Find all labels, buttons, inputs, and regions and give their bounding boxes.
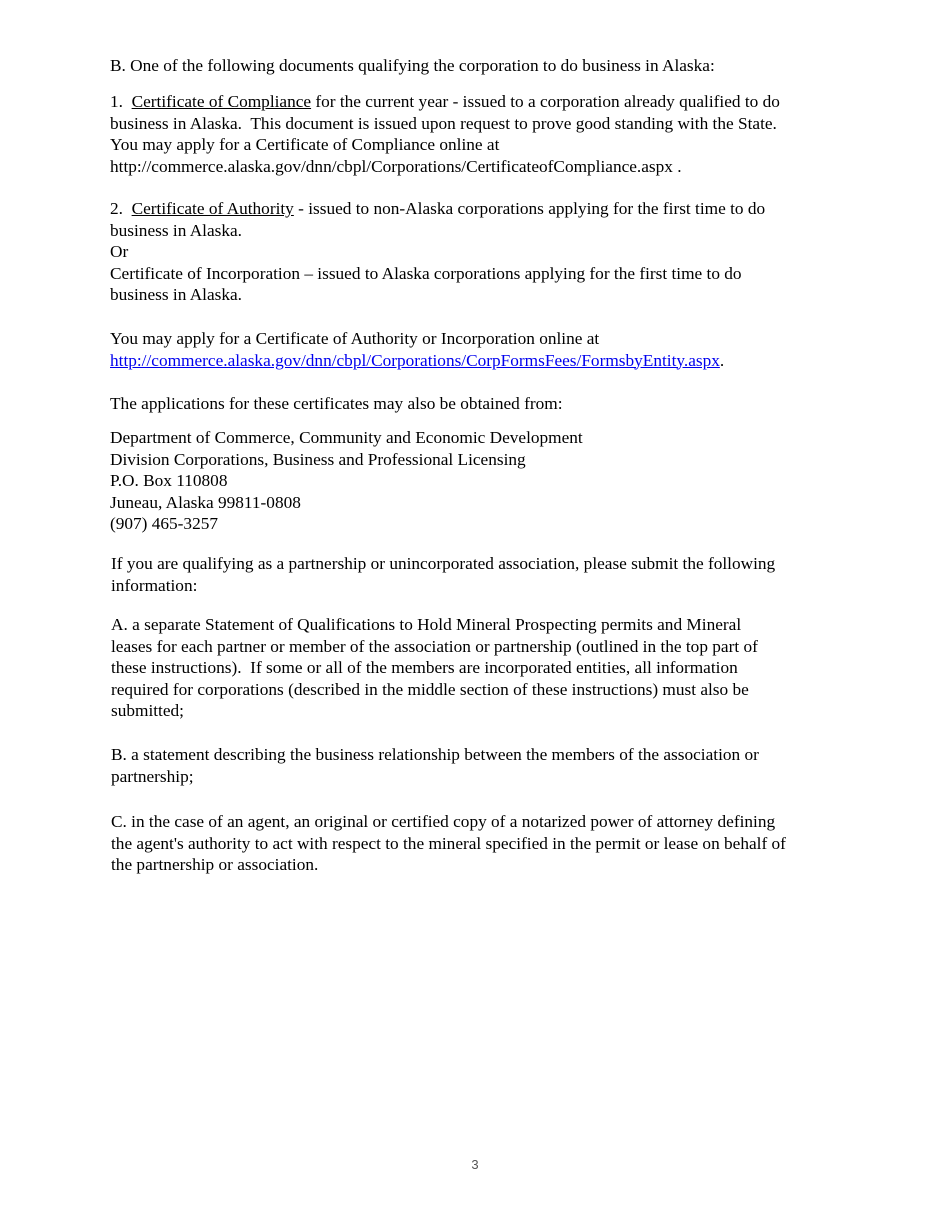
- item-a-line-5: submitted;: [111, 701, 184, 720]
- item-1-line-3: You may apply for a Certificate of Compliance online at: [110, 135, 500, 154]
- item-2-line-2: business in Alaska.: [110, 220, 243, 240]
- item-1-line-2: business in Alaska. This document is issued upon request to prove good standing with the State.: [110, 113, 777, 133]
- item-a-line-1: A. a separate Statement of Qualifications to Hold Mineral Prospecting permits and Mineral: [111, 615, 742, 634]
- apply-online-line-1: You may apply for a Certificate of Authority or Incorporation online at: [110, 329, 600, 348]
- partnership-intro-line-1: If you are qualifying as a partnership or unincorporated association, please submit the following: [111, 554, 776, 573]
- item-2-certificate-of-authority: [110, 198, 850, 306]
- applications-note: [110, 393, 850, 415]
- address-city: Juneau, Alaska 99811-0808: [110, 492, 301, 512]
- item-2-line-1-rest: - issued to non-Alaska corporations applying for the first time to do: [293, 199, 766, 218]
- item-b-business-relationship: [111, 744, 851, 787]
- address-phone: (907) 465-3257: [110, 514, 218, 533]
- incorporation-line-1: Certificate of Incorporation – issued to Alaska corporations applying for the first time to do: [110, 263, 742, 283]
- section-b-heading: [110, 55, 850, 77]
- item-a-line-2: leases for each partner or member of the association or partnership (outlined in the top part of: [111, 636, 758, 656]
- address-division: Division Corporations, Business and Professional Licensing: [110, 449, 526, 469]
- item-a-statement-of-qualifications: [111, 614, 851, 722]
- applications-note-text: The applications for these certificates may also be obtained from:: [110, 394, 563, 413]
- page-number: 3: [471, 1157, 479, 1172]
- address-block: [110, 427, 850, 535]
- item-1-url-text: http://commerce.alaska.gov/dnn/cbpl/Corporations/CertificateofCompliance.aspx .: [110, 156, 682, 176]
- item-b-line-1: B. a statement describing the business relationship between the members of the association or: [111, 745, 759, 764]
- address-department: Department of Commerce, Community and Economic Development: [110, 428, 583, 447]
- item-c-line-1: C. in the case of an agent, an original or certified copy of a notarized power of attorney defining: [111, 812, 776, 831]
- item-1-line-1-rest: for the current year - issued to a corporation already qualified to do: [311, 92, 780, 111]
- item-c-line-3: the partnership or association.: [111, 855, 319, 874]
- item-1-number: 1.: [110, 92, 132, 111]
- item-c-power-of-attorney: [111, 811, 851, 876]
- section-b-heading-text: B. One of the following documents qualifying the corporation to do business in Alaska:: [110, 56, 715, 75]
- item-2-line-1: [110, 198, 850, 220]
- item-2-number: 2.: [110, 199, 132, 218]
- item-2-or: Or: [110, 242, 129, 261]
- address-po-box: P.O. Box 110808: [110, 471, 228, 490]
- item-1-certificate-of-compliance: [110, 91, 850, 177]
- apply-online-line-2: [110, 350, 850, 372]
- item-1-title: Certificate of Compliance: [131, 92, 312, 111]
- apply-online-link-suffix: .: [719, 350, 725, 370]
- forms-by-entity-link[interactable]: http://commerce.alaska.gov/dnn/cbpl/Corporations/CorpFormsFees/FormsbyEntity.aspx: [110, 350, 720, 370]
- apply-online-paragraph: [110, 328, 850, 371]
- item-b-line-2: partnership;: [111, 766, 194, 786]
- partnership-intro: [111, 553, 851, 596]
- item-a-line-4: required for corporations (described in the middle section of these instructions) must also be: [111, 679, 749, 699]
- incorporation-line-2: business in Alaska.: [110, 285, 243, 304]
- item-a-line-3: these instructions). If some or all of the members are incorporated entities, all information: [111, 658, 738, 677]
- item-1-line-1: [110, 91, 850, 113]
- partnership-intro-line-2: information:: [111, 575, 198, 595]
- item-2-title: Certificate of Authority: [131, 199, 294, 218]
- item-c-line-2: the agent's authority to act with respect to the mineral specified in the permit or lease on behalf of: [111, 833, 786, 853]
